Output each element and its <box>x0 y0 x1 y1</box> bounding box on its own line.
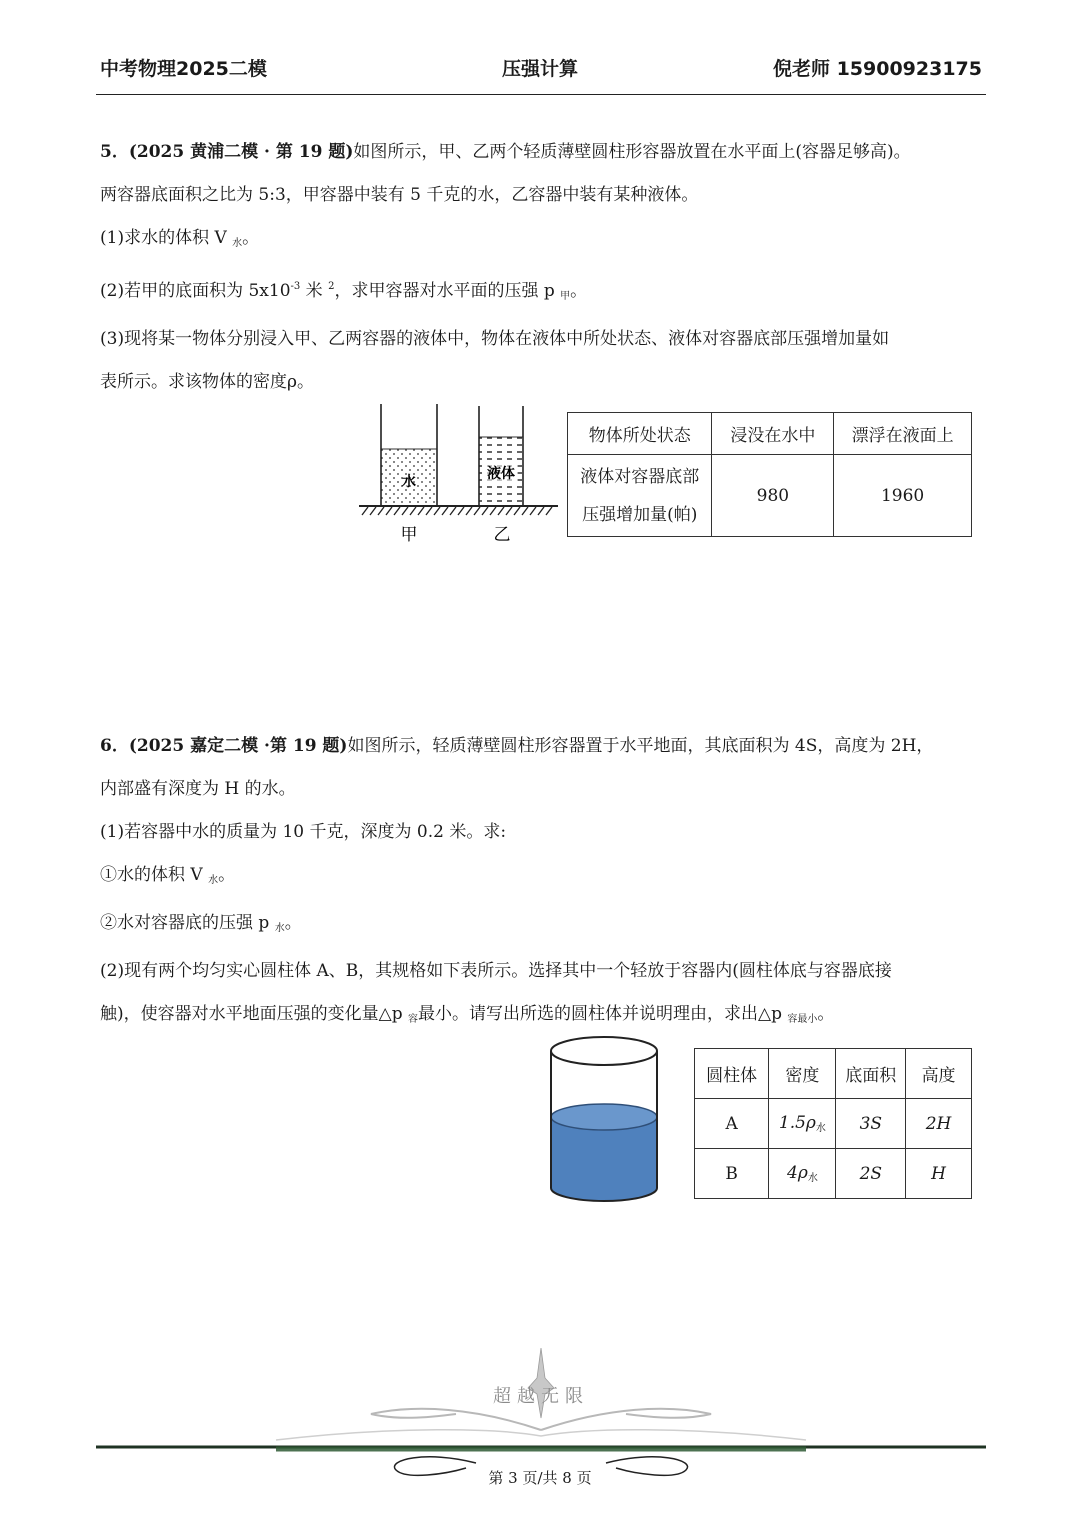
q5-table-value-submerged: 980 <box>712 455 834 537</box>
header-rule <box>96 94 986 95</box>
left-liquid-label: 水 <box>402 474 416 490</box>
q6-table-head-area: 底面积 <box>836 1049 906 1099</box>
q5-part-3-line-2: 表所示。求该物体的密度ρ。 <box>100 372 314 392</box>
cylinder-b-density <box>769 1149 836 1199</box>
q5-table-value-floating: 1960 <box>834 455 972 537</box>
header-topic: 压强计算 <box>501 58 578 80</box>
q6-intro-2: 内部盛有深度为 H 的水。 <box>100 779 296 799</box>
q6-part-1: (1)若容器中水的质量为 10 千克，深度为 0.2 米。求: <box>100 822 507 842</box>
q6-p2-b: 最小。请写出所选的圆柱体并说明理由，求出△p <box>418 1004 782 1024</box>
header-left-title: 中考物理2025二模 <box>100 58 267 80</box>
cylinder-top-rim <box>551 1037 657 1065</box>
q5-p2-exp: -3 <box>290 281 301 292</box>
q5-part-1 <box>100 217 990 265</box>
ornament-text: 超越无限 <box>493 1386 589 1407</box>
q5-table-head-state: 物体所处状态 <box>568 413 712 455</box>
cylinder-a-height: 2H <box>906 1099 972 1149</box>
q6-part-1a <box>100 854 990 902</box>
ornament-swirl-right <box>541 1409 711 1430</box>
q5-intro-1: 如图所示，甲、乙两个轻质薄壁圆柱形容器放置在水平面上(容器足够高)。 <box>353 142 911 162</box>
q5-table-row-label <box>568 455 712 537</box>
q6-table-head-cylinder: 圆柱体 <box>695 1049 769 1099</box>
q5-p1-text: (1)求水的体积 V <box>100 228 227 248</box>
q6-intro-1: 如图所示，轻质薄壁圆柱形容器置于水平地面，其底面积为 4S，高度为 2H， <box>347 736 934 756</box>
q6-p1a-text: ①水的体积 V <box>100 865 203 885</box>
table-row <box>695 1149 972 1199</box>
q5-table-row-label-1: 液体对容器底部 <box>580 466 700 487</box>
ground-hatching <box>362 507 552 515</box>
cylinder-b-height: H <box>906 1149 972 1199</box>
water-surface <box>551 1104 657 1130</box>
right-container-label: 乙 <box>493 525 511 545</box>
q5-p2-sub: 甲 <box>560 291 571 302</box>
q5-part-2 <box>100 265 990 318</box>
cylinder-b-area: 2S <box>836 1149 906 1199</box>
q6-p1b-sub: 水 <box>274 923 285 934</box>
ornament-swirl-left <box>371 1409 541 1430</box>
page-number: 第 3 页/共 8 页 <box>488 1469 592 1487</box>
q5-p1-end: 。 <box>242 228 260 248</box>
q6-p1a-sub: 水 <box>208 875 219 886</box>
q6-p1b-text: ②水对容器底的压强 p <box>100 913 270 933</box>
q6-p2-sub1: 容 <box>408 1014 418 1025</box>
question-6 <box>100 725 990 1041</box>
q6-prefix: 6．(2025 嘉定二模 ·第 19 题) <box>100 736 348 756</box>
q5-line-1 <box>100 131 990 174</box>
q5-p2-exp2: 2 <box>328 281 335 292</box>
q6-part-2-line-2 <box>100 993 990 1041</box>
right-liquid-label: 液体 <box>487 466 515 482</box>
cylinder-a-density-value: 1.5ρ <box>778 1113 816 1133</box>
q5-part-3-line-1: (3)现将某一物体分别浸入甲、乙两容器的液体中，物体在液体中所处状态、液体对容器底部压强增加量如 <box>100 329 890 349</box>
cylinder-a-density <box>769 1099 836 1149</box>
q5-p2-c: ，求甲容器对水平面的压强 p <box>334 281 555 301</box>
q6-part-2-line-1: (2)现有两个均匀实心圆柱体 A、B，其规格如下表所示。选择其中一个轻放于容器内(圆柱体底与容器底接 <box>100 961 892 981</box>
q5-table <box>567 412 972 537</box>
q6-line-1 <box>100 725 990 768</box>
cylinder-a-area: 3S <box>836 1099 906 1149</box>
q5-table-row-label-2: 压强增加量(帕) <box>582 504 698 525</box>
cylinder-a-density-sub: 水 <box>815 1123 826 1134</box>
q6-table <box>694 1048 972 1199</box>
question-5 <box>100 131 990 404</box>
q6-p2-end: 。 <box>817 1004 835 1024</box>
q5-table-head-floating: 漂浮在液面上 <box>834 413 972 455</box>
ornament-spire-icon <box>528 1348 554 1418</box>
q6-p2-a: 触)，使容器对水平地面压强的变化量△p <box>100 1004 403 1024</box>
q5-p2-a: (2)若甲的底面积为 5x10 <box>100 281 291 301</box>
q6-p1a-end: 。 <box>218 865 236 885</box>
cylinder-a-name: A <box>695 1099 769 1149</box>
cylinder-b-density-value: 4ρ <box>787 1163 808 1183</box>
q6-table-head-density: 密度 <box>769 1049 836 1099</box>
q5-p2-b: 米 <box>300 281 323 301</box>
q6-part-1b <box>100 902 990 950</box>
q6-p2-sub2: 容最小 <box>787 1014 818 1025</box>
q5-containers-figure <box>356 400 561 550</box>
cylinder-b-name: B <box>695 1149 769 1199</box>
q6-p1b-end: 。 <box>284 913 302 933</box>
q5-p2-end: 。 <box>570 281 588 301</box>
q6-cylinder-figure <box>548 1033 660 1205</box>
table-row <box>695 1099 972 1149</box>
left-container-label: 甲 <box>400 525 418 545</box>
q5-intro-2: 两容器底面积之比为 5:3，甲容器中装有 5 千克的水，乙容器中装有某种液体。 <box>100 185 699 205</box>
q5-prefix: 5．(2025 黄浦二模 · 第 19 题) <box>100 142 354 162</box>
q6-table-head-height: 高度 <box>906 1049 972 1099</box>
header-teacher-contact: 倪老师 15900923175 <box>772 58 982 80</box>
q5-table-head-submerged: 浸没在水中 <box>712 413 834 455</box>
cylinder-b-density-sub: 水 <box>807 1173 818 1184</box>
q5-p1-sub: 水 <box>232 238 243 249</box>
